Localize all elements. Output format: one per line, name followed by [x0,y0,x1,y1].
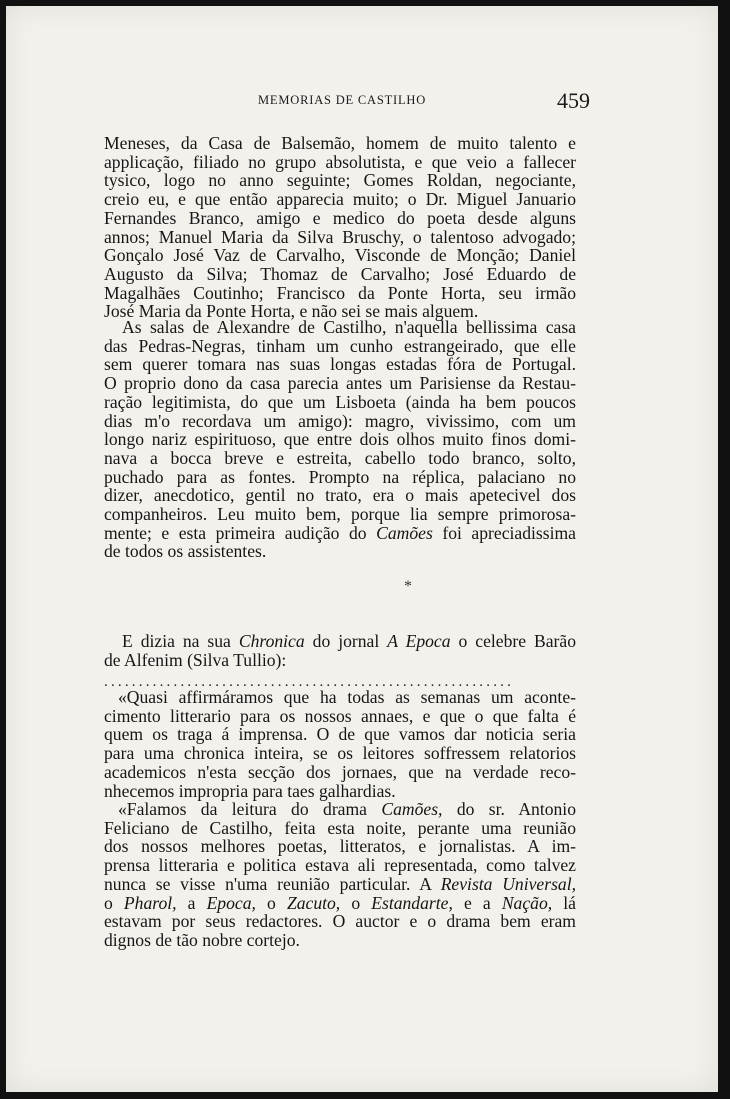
text-line: Feliciano de Castilho, feita esta noite, perante uma reunião [104,817,576,838]
text-run: «Falamos da leitura do drama [118,799,367,819]
text-run: nunca se visse n'uma reunião particular. A [104,873,431,894]
italic-title: Epoca, [206,892,256,913]
quote-paragraph-1 [104,688,576,800]
italic-title: Estandarte, [371,892,453,913]
section-separator: * [404,578,412,595]
text-line: annos; Manuel Maria da Silva Bruschy, o talentoso advogado; [104,226,576,247]
text-line: tysico, logo no anno seguinte; Gomes Roldan, negociante, [104,170,576,191]
text-line: sem querer tomara nas suas longas estadas fóra de Portugal. [104,354,576,375]
text-line-mixed [104,524,576,543]
paragraph-3 [104,632,576,669]
text-line-mixed [104,800,576,819]
text-line: O proprio dono da casa parecia antes um Parisiense da Restau- [104,373,576,394]
dotted-ellipsis: ........................................................... [104,674,515,690]
running-title: MEMORIAS DE CASTILHO [258,93,427,107]
paragraph-1 [104,134,576,321]
text-run: do sr. Antonio [456,799,576,819]
text-line: dos nossos melhores poetas, litteratos, e jornalistas. A im- [104,836,576,857]
text-run: o [267,892,276,913]
italic-title: Pharol, [123,892,177,913]
text-line: nhecemos impropria para taes galhardias. [104,780,396,801]
page-header [250,90,590,114]
italic-title: Camões, [381,799,443,819]
text-run: do jornal [312,631,380,651]
text-line: academicos n'esta secção dos jornaes, que na verdade reco- [104,761,576,782]
text-line: prensa litteraria e politica estava ali representada, como talvez [104,855,576,876]
text-line: As salas de Alexandre de Castilho, n'aquella bellissima casa [122,317,576,337]
text-line: para uma chronica inteira, se os leitores soffressem relatorios [104,743,576,764]
text-line: de todos os assistentes. [104,541,267,562]
text-line: ração legitimista, do que um Lisboeta (ainda ha bem poucos [104,391,576,412]
text-line: quem os traga á imprensa. O de que vamos dar noticia seria [104,724,576,745]
text-line-mixed [104,632,576,651]
text-run: o [104,892,113,913]
text-line: applicação, filiado no grupo absolutista, e que veio a fallecer [104,151,576,172]
quote-paragraph-2 [104,800,576,950]
text-line: puchado para as fontes. Prompto na réplica, palaciano no [104,466,576,487]
text-line: «Quasi affirmáramos que ha todas as semanas um aconte- [118,687,576,707]
text-line: creio eu, e que então apparecia muito; o Dr. Miguel Januario [104,189,576,210]
text-line: dizer, anecdotico, gentil no trato, era o mais apetecivel dos [104,485,576,506]
text-run: lá [563,892,576,913]
text-run: foi apreciadissima [442,522,576,543]
text-line: Fernandes Branco, amigo e medico do poeta desde alguns [104,207,576,228]
text-run: o celebre Barão [458,631,577,651]
text-run: e a [463,892,491,913]
text-run: E dizia na sua [122,631,231,651]
italic-title: Chronica [238,631,305,651]
text-line: das Pedras-Negras, tinham um cunho estrangeirado, que elle [104,335,576,356]
text-line: Augusto da Silva; Thomaz de Carvalho; José Eduardo de [104,263,576,284]
text-line: longo nariz espirituoso, que entre dois olhos muito finos domi- [104,429,576,450]
text-line-mixed [104,875,576,894]
text-line: Gonçalo José Vaz de Carvalho, Visconde de Monção; Daniel [104,245,576,266]
text-line: José Maria da Ponte Horta, e não sei se mais alguem. [104,301,479,322]
text-line: estavam por seus redactores. O auctor e o drama bem eram [104,911,576,932]
italic-title: Camões [376,522,433,543]
page-number: 459 [557,88,590,113]
text-line: dias m'o recordava um amigo): magro, vivissimo, com um [104,410,576,431]
scan-edge-bottom [0,1092,730,1099]
text-line: cimento litterario para os nossos annaes, e que o que falta é [104,705,576,726]
text-line: companheiros. Leu muito bem, porque lia sempre primorosa- [104,504,576,525]
italic-title: Zacuto, [286,892,341,913]
text-line: de Alfenim (Silva Tullio): [104,649,287,670]
scan-edge-right [718,0,730,1099]
text-line: Meneses, da Casa de Balsemão, homem de muito talento e [104,133,576,153]
text-line-mixed [104,894,576,913]
text-line: nava a bocca breve e estreita, cabello todo branco, solto, [104,447,576,468]
text-line: Magalhães Coutinho; Francisco da Ponte Horta, seu irmão [104,282,576,303]
paragraph-2 [104,318,576,561]
italic-title: Nação, [501,892,553,913]
italic-title: Revista Universal, [440,873,577,894]
text-run: o [351,892,361,913]
text-run: mente; e esta primeira audição do [104,522,367,543]
text-line: dignos de tão nobre cortejo. [104,929,300,950]
text-run: a [187,892,196,913]
italic-title: A Epoca [387,631,451,651]
